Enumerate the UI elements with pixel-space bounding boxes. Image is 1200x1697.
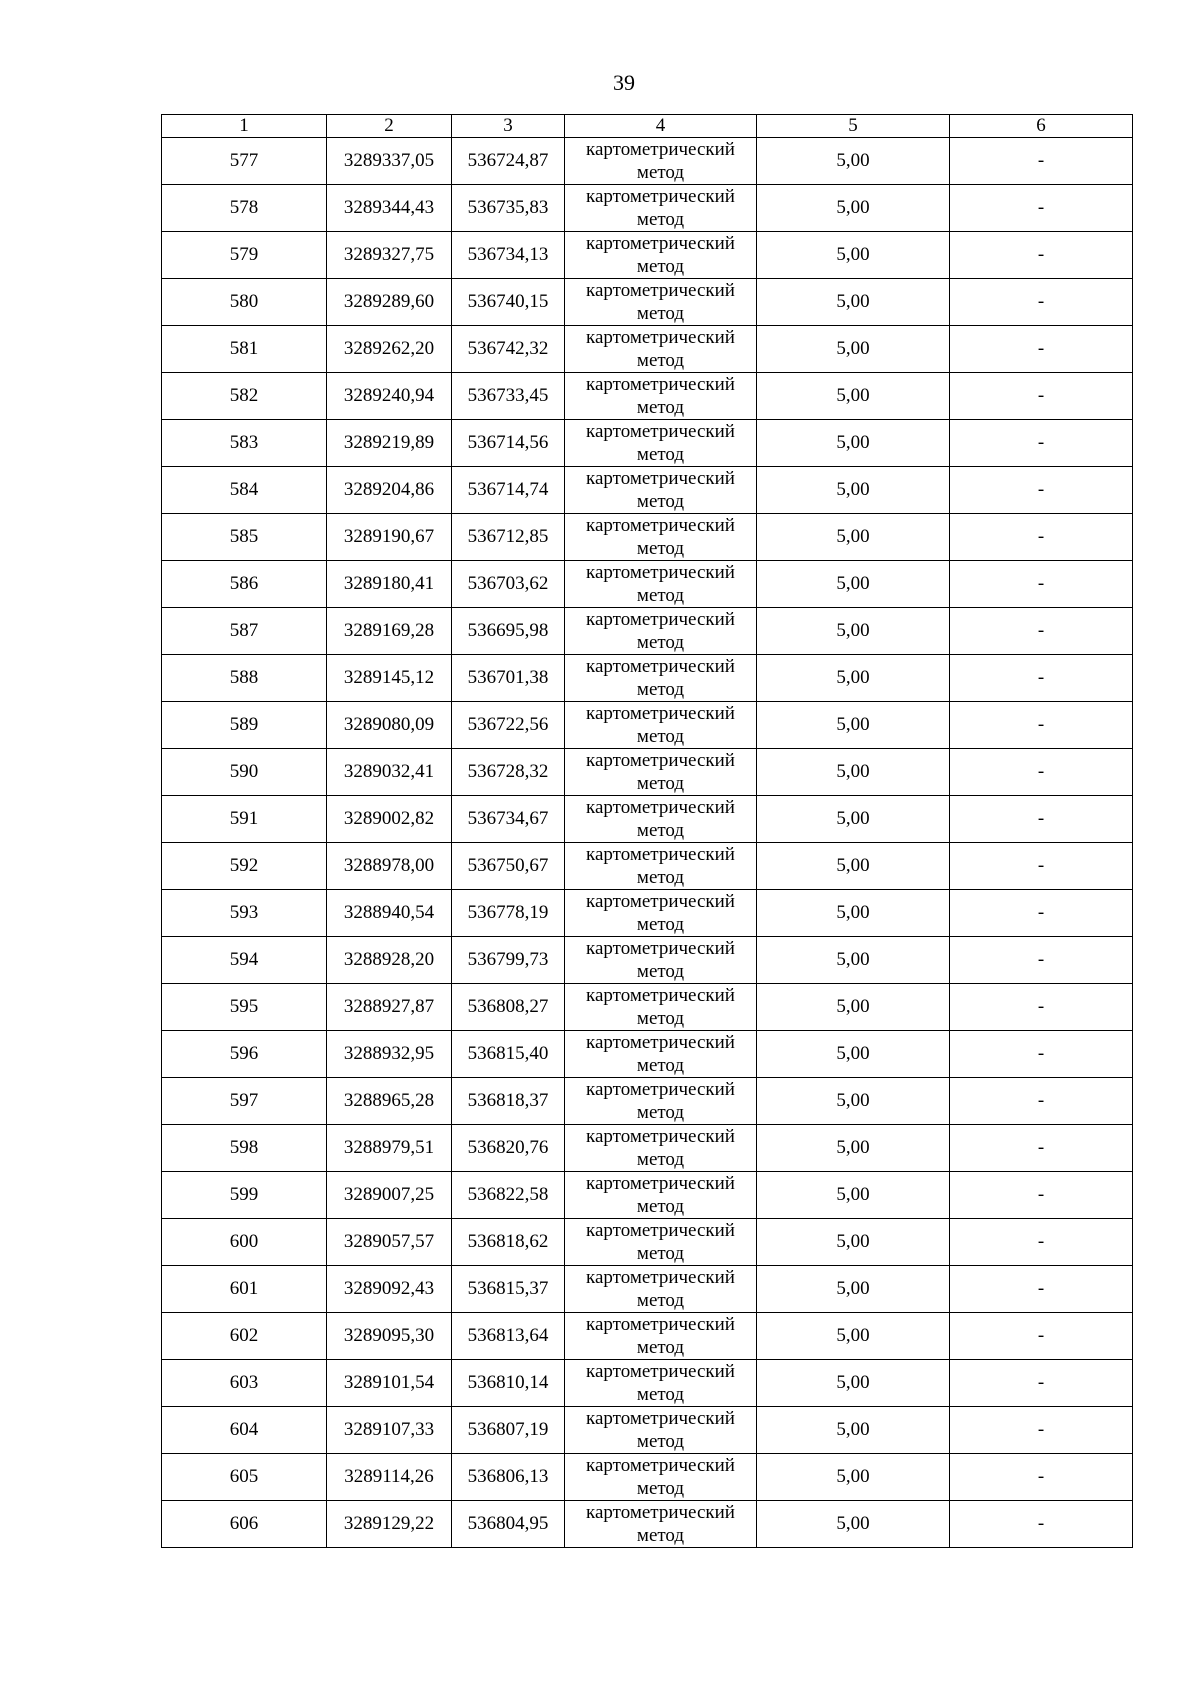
point-number-cell: 586 [162,561,327,608]
y-coordinate-cell: 536799,73 [452,937,565,984]
x-coordinate-cell: 3289032,41 [327,749,452,796]
point-number-cell: 590 [162,749,327,796]
accuracy-cell: 5,00 [757,1313,950,1360]
point-number-cell: 599 [162,1172,327,1219]
table-row [162,984,1133,1031]
table-row [162,655,1133,702]
method-line-1: картометрический [586,280,735,301]
method-cell [565,1313,757,1360]
table-row [162,138,1133,185]
y-coordinate-cell: 536818,62 [452,1219,565,1266]
method-line-1: картометрический [586,1220,735,1241]
accuracy-cell: 5,00 [757,608,950,655]
point-number-cell: 594 [162,937,327,984]
table-row [162,467,1133,514]
table-row [162,1501,1133,1548]
y-coordinate-cell: 536728,32 [452,749,565,796]
note-cell: - [950,1266,1133,1313]
method-cell [565,1407,757,1454]
table-row [162,1266,1133,1313]
method-line-1: картометрический [586,421,735,442]
method-line-2: метод [636,679,685,700]
x-coordinate-cell: 3288932,95 [327,1031,452,1078]
note-cell: - [950,1125,1133,1172]
accuracy-cell: 5,00 [757,232,950,279]
note-cell: - [950,467,1133,514]
method-line-2: метод [636,491,685,512]
method-line-2: метод [636,1243,685,1264]
point-number-cell: 578 [162,185,327,232]
method-line-1: картометрический [586,1079,735,1100]
y-coordinate-cell: 536712,85 [452,514,565,561]
accuracy-cell: 5,00 [757,1125,950,1172]
method-line-2: метод [636,1337,685,1358]
method-cell [565,326,757,373]
y-coordinate-cell: 536810,14 [452,1360,565,1407]
method-line-1: картометрический [586,233,735,254]
method-cell [565,1266,757,1313]
note-cell: - [950,420,1133,467]
method-cell [565,232,757,279]
table-row [162,1313,1133,1360]
method-cell [565,138,757,185]
accuracy-cell: 5,00 [757,1454,950,1501]
y-coordinate-cell: 536813,64 [452,1313,565,1360]
y-coordinate-cell: 536804,95 [452,1501,565,1548]
method-cell [565,749,757,796]
note-cell: - [950,796,1133,843]
accuracy-cell: 5,00 [757,1501,950,1548]
y-coordinate-cell: 536734,67 [452,796,565,843]
y-coordinate-cell: 536815,37 [452,1266,565,1313]
accuracy-cell: 5,00 [757,561,950,608]
point-number-cell: 592 [162,843,327,890]
method-line-2: метод [636,1196,685,1217]
header-cell: 3 [452,115,565,138]
accuracy-cell: 5,00 [757,749,950,796]
method-line-1: картометрический [586,656,735,677]
table-row [162,1125,1133,1172]
method-cell [565,796,757,843]
note-cell: - [950,655,1133,702]
point-number-cell: 600 [162,1219,327,1266]
method-line-1: картометрический [586,938,735,959]
method-cell [565,185,757,232]
table-row [162,1078,1133,1125]
table-row [162,561,1133,608]
accuracy-cell: 5,00 [757,655,950,702]
table-row [162,702,1133,749]
note-cell: - [950,1407,1133,1454]
point-number-cell: 591 [162,796,327,843]
y-coordinate-cell: 536750,67 [452,843,565,890]
point-number-cell: 580 [162,279,327,326]
header-cell: 2 [327,115,452,138]
table-row [162,185,1133,232]
method-line-1: картометрический [586,515,735,536]
x-coordinate-cell: 3288965,28 [327,1078,452,1125]
point-number-cell: 593 [162,890,327,937]
method-cell [565,1219,757,1266]
table-row [162,796,1133,843]
y-coordinate-cell: 536820,76 [452,1125,565,1172]
y-coordinate-cell: 536806,13 [452,1454,565,1501]
x-coordinate-cell: 3289114,26 [327,1454,452,1501]
point-number-cell: 587 [162,608,327,655]
note-cell: - [950,1078,1133,1125]
method-cell [565,561,757,608]
note-cell: - [950,843,1133,890]
note-cell: - [950,326,1133,373]
method-line-1: картометрический [586,797,735,818]
note-cell: - [950,1031,1133,1078]
method-line-2: метод [636,1525,685,1546]
x-coordinate-cell: 3289145,12 [327,655,452,702]
x-coordinate-cell: 3288979,51 [327,1125,452,1172]
point-number-cell: 579 [162,232,327,279]
x-coordinate-cell: 3289240,94 [327,373,452,420]
x-coordinate-cell: 3289002,82 [327,796,452,843]
y-coordinate-cell: 536722,56 [452,702,565,749]
y-coordinate-cell: 536735,83 [452,185,565,232]
method-line-2: метод [636,209,685,230]
note-cell: - [950,702,1133,749]
note-cell: - [950,608,1133,655]
method-line-1: картометрический [586,374,735,395]
method-cell [565,843,757,890]
point-number-cell: 602 [162,1313,327,1360]
method-line-2: метод [636,1055,685,1076]
table-row [162,514,1133,561]
y-coordinate-cell: 536822,58 [452,1172,565,1219]
method-cell [565,937,757,984]
method-line-2: метод [636,1149,685,1170]
point-number-cell: 601 [162,1266,327,1313]
point-number-cell: 589 [162,702,327,749]
table-row [162,1360,1133,1407]
method-line-1: картометрический [586,891,735,912]
accuracy-cell: 5,00 [757,1407,950,1454]
note-cell: - [950,185,1133,232]
method-cell [565,1125,757,1172]
y-coordinate-cell: 536733,45 [452,373,565,420]
x-coordinate-cell: 3289337,05 [327,138,452,185]
method-line-2: метод [636,397,685,418]
header-cell: 4 [565,115,757,138]
method-line-2: метод [636,1478,685,1499]
table-row [162,608,1133,655]
table-row [162,937,1133,984]
method-line-2: метод [636,1384,685,1405]
x-coordinate-cell: 3289007,25 [327,1172,452,1219]
point-number-cell: 583 [162,420,327,467]
note-cell: - [950,1501,1133,1548]
accuracy-cell: 5,00 [757,1078,950,1125]
accuracy-cell: 5,00 [757,185,950,232]
method-line-2: метод [636,1290,685,1311]
accuracy-cell: 5,00 [757,1266,950,1313]
table-row [162,279,1133,326]
method-cell [565,702,757,749]
x-coordinate-cell: 3289219,89 [327,420,452,467]
x-coordinate-cell: 3289095,30 [327,1313,452,1360]
method-line-2: метод [636,1431,685,1452]
method-line-1: картометрический [586,186,735,207]
header-cell: 1 [162,115,327,138]
point-number-cell: 581 [162,326,327,373]
note-cell: - [950,749,1133,796]
note-cell: - [950,232,1133,279]
note-cell: - [950,373,1133,420]
x-coordinate-cell: 3289262,20 [327,326,452,373]
method-line-2: метод [636,303,685,324]
method-cell [565,1501,757,1548]
method-line-2: метод [636,444,685,465]
y-coordinate-cell: 536818,37 [452,1078,565,1125]
method-line-1: картометрический [586,1361,735,1382]
method-line-1: картометрический [586,750,735,771]
y-coordinate-cell: 536808,27 [452,984,565,1031]
x-coordinate-cell: 3289101,54 [327,1360,452,1407]
accuracy-cell: 5,00 [757,890,950,937]
method-line-1: картометрический [586,1314,735,1335]
method-line-1: картометрический [586,609,735,630]
y-coordinate-cell: 536695,98 [452,608,565,655]
method-line-1: картометрический [586,1032,735,1053]
method-line-2: метод [636,1102,685,1123]
accuracy-cell: 5,00 [757,1360,950,1407]
accuracy-cell: 5,00 [757,467,950,514]
accuracy-cell: 5,00 [757,279,950,326]
method-line-1: картометрический [586,1408,735,1429]
note-cell: - [950,279,1133,326]
x-coordinate-cell: 3289204,86 [327,467,452,514]
accuracy-cell: 5,00 [757,373,950,420]
accuracy-cell: 5,00 [757,326,950,373]
note-cell: - [950,890,1133,937]
method-line-2: метод [636,632,685,653]
table-row [162,1407,1133,1454]
accuracy-cell: 5,00 [757,843,950,890]
header-cell: 5 [757,115,950,138]
point-number-cell: 597 [162,1078,327,1125]
y-coordinate-cell: 536701,38 [452,655,565,702]
accuracy-cell: 5,00 [757,796,950,843]
accuracy-cell: 5,00 [757,1031,950,1078]
method-line-1: картометрический [586,327,735,348]
method-line-2: метод [636,585,685,606]
method-cell [565,608,757,655]
table-row [162,373,1133,420]
method-line-2: метод [636,1008,685,1029]
x-coordinate-cell: 3288978,00 [327,843,452,890]
table-row [162,1172,1133,1219]
method-line-2: метод [636,867,685,888]
y-coordinate-cell: 536734,13 [452,232,565,279]
x-coordinate-cell: 3288928,20 [327,937,452,984]
accuracy-cell: 5,00 [757,138,950,185]
header-cell: 6 [950,115,1133,138]
method-line-2: метод [636,256,685,277]
y-coordinate-cell: 536740,15 [452,279,565,326]
method-cell [565,420,757,467]
y-coordinate-cell: 536778,19 [452,890,565,937]
point-number-cell: 582 [162,373,327,420]
method-cell [565,984,757,1031]
method-line-1: картометрический [586,1267,735,1288]
x-coordinate-cell: 3289107,33 [327,1407,452,1454]
note-cell: - [950,1454,1133,1501]
method-line-2: метод [636,961,685,982]
method-line-2: метод [636,350,685,371]
method-cell [565,1172,757,1219]
method-line-1: картометрический [586,985,735,1006]
point-number-cell: 596 [162,1031,327,1078]
method-cell [565,1078,757,1125]
y-coordinate-cell: 536815,40 [452,1031,565,1078]
method-line-2: метод [636,914,685,935]
note-cell: - [950,1172,1133,1219]
method-cell [565,514,757,561]
method-line-1: картометрический [586,703,735,724]
table-row [162,843,1133,890]
method-line-1: картометрический [586,139,735,160]
method-line-1: картометрический [586,1455,735,1476]
x-coordinate-cell: 3289169,28 [327,608,452,655]
table-header-row [162,115,1133,138]
table-body [162,115,1133,1548]
coordinates-table [161,114,1133,1548]
x-coordinate-cell: 3289289,60 [327,279,452,326]
x-coordinate-cell: 3289180,41 [327,561,452,608]
method-line-1: картометрический [586,562,735,583]
page-number: 39 [613,70,635,95]
table-row [162,232,1133,279]
point-number-cell: 588 [162,655,327,702]
table-row [162,326,1133,373]
y-coordinate-cell: 536714,56 [452,420,565,467]
table-row [162,890,1133,937]
note-cell: - [950,1219,1133,1266]
accuracy-cell: 5,00 [757,1219,950,1266]
note-cell: - [950,1360,1133,1407]
x-coordinate-cell: 3289080,09 [327,702,452,749]
x-coordinate-cell: 3289057,57 [327,1219,452,1266]
table-row [162,1219,1133,1266]
point-number-cell: 603 [162,1360,327,1407]
method-line-1: картометрический [586,1173,735,1194]
x-coordinate-cell: 3289092,43 [327,1266,452,1313]
method-line-1: картометрический [586,1126,735,1147]
method-cell [565,279,757,326]
method-cell [565,1454,757,1501]
x-coordinate-cell: 3289129,22 [327,1501,452,1548]
method-line-1: картометрический [586,844,735,865]
note-cell: - [950,937,1133,984]
point-number-cell: 606 [162,1501,327,1548]
point-number-cell: 577 [162,138,327,185]
table-row [162,1454,1133,1501]
point-number-cell: 584 [162,467,327,514]
y-coordinate-cell: 536807,19 [452,1407,565,1454]
method-cell [565,890,757,937]
accuracy-cell: 5,00 [757,1172,950,1219]
note-cell: - [950,561,1133,608]
table-row [162,1031,1133,1078]
note-cell: - [950,514,1133,561]
x-coordinate-cell: 3288940,54 [327,890,452,937]
x-coordinate-cell: 3288927,87 [327,984,452,1031]
method-line-2: метод [636,820,685,841]
accuracy-cell: 5,00 [757,420,950,467]
x-coordinate-cell: 3289190,67 [327,514,452,561]
point-number-cell: 595 [162,984,327,1031]
y-coordinate-cell: 536742,32 [452,326,565,373]
accuracy-cell: 5,00 [757,984,950,1031]
accuracy-cell: 5,00 [757,702,950,749]
method-line-2: метод [636,538,685,559]
method-cell [565,373,757,420]
x-coordinate-cell: 3289344,43 [327,185,452,232]
y-coordinate-cell: 536724,87 [452,138,565,185]
x-coordinate-cell: 3289327,75 [327,232,452,279]
method-line-2: метод [636,726,685,747]
y-coordinate-cell: 536703,62 [452,561,565,608]
y-coordinate-cell: 536714,74 [452,467,565,514]
point-number-cell: 598 [162,1125,327,1172]
note-cell: - [950,1313,1133,1360]
point-number-cell: 604 [162,1407,327,1454]
method-line-2: метод [636,773,685,794]
point-number-cell: 585 [162,514,327,561]
method-cell [565,467,757,514]
method-cell [565,1031,757,1078]
method-line-1: картометрический [586,468,735,489]
point-number-cell: 605 [162,1454,327,1501]
table-row [162,420,1133,467]
note-cell: - [950,984,1133,1031]
method-cell [565,1360,757,1407]
method-cell [565,655,757,702]
method-line-1: картометрический [586,1502,735,1523]
method-line-2: метод [636,162,685,183]
accuracy-cell: 5,00 [757,514,950,561]
note-cell: - [950,138,1133,185]
table-row [162,749,1133,796]
accuracy-cell: 5,00 [757,937,950,984]
